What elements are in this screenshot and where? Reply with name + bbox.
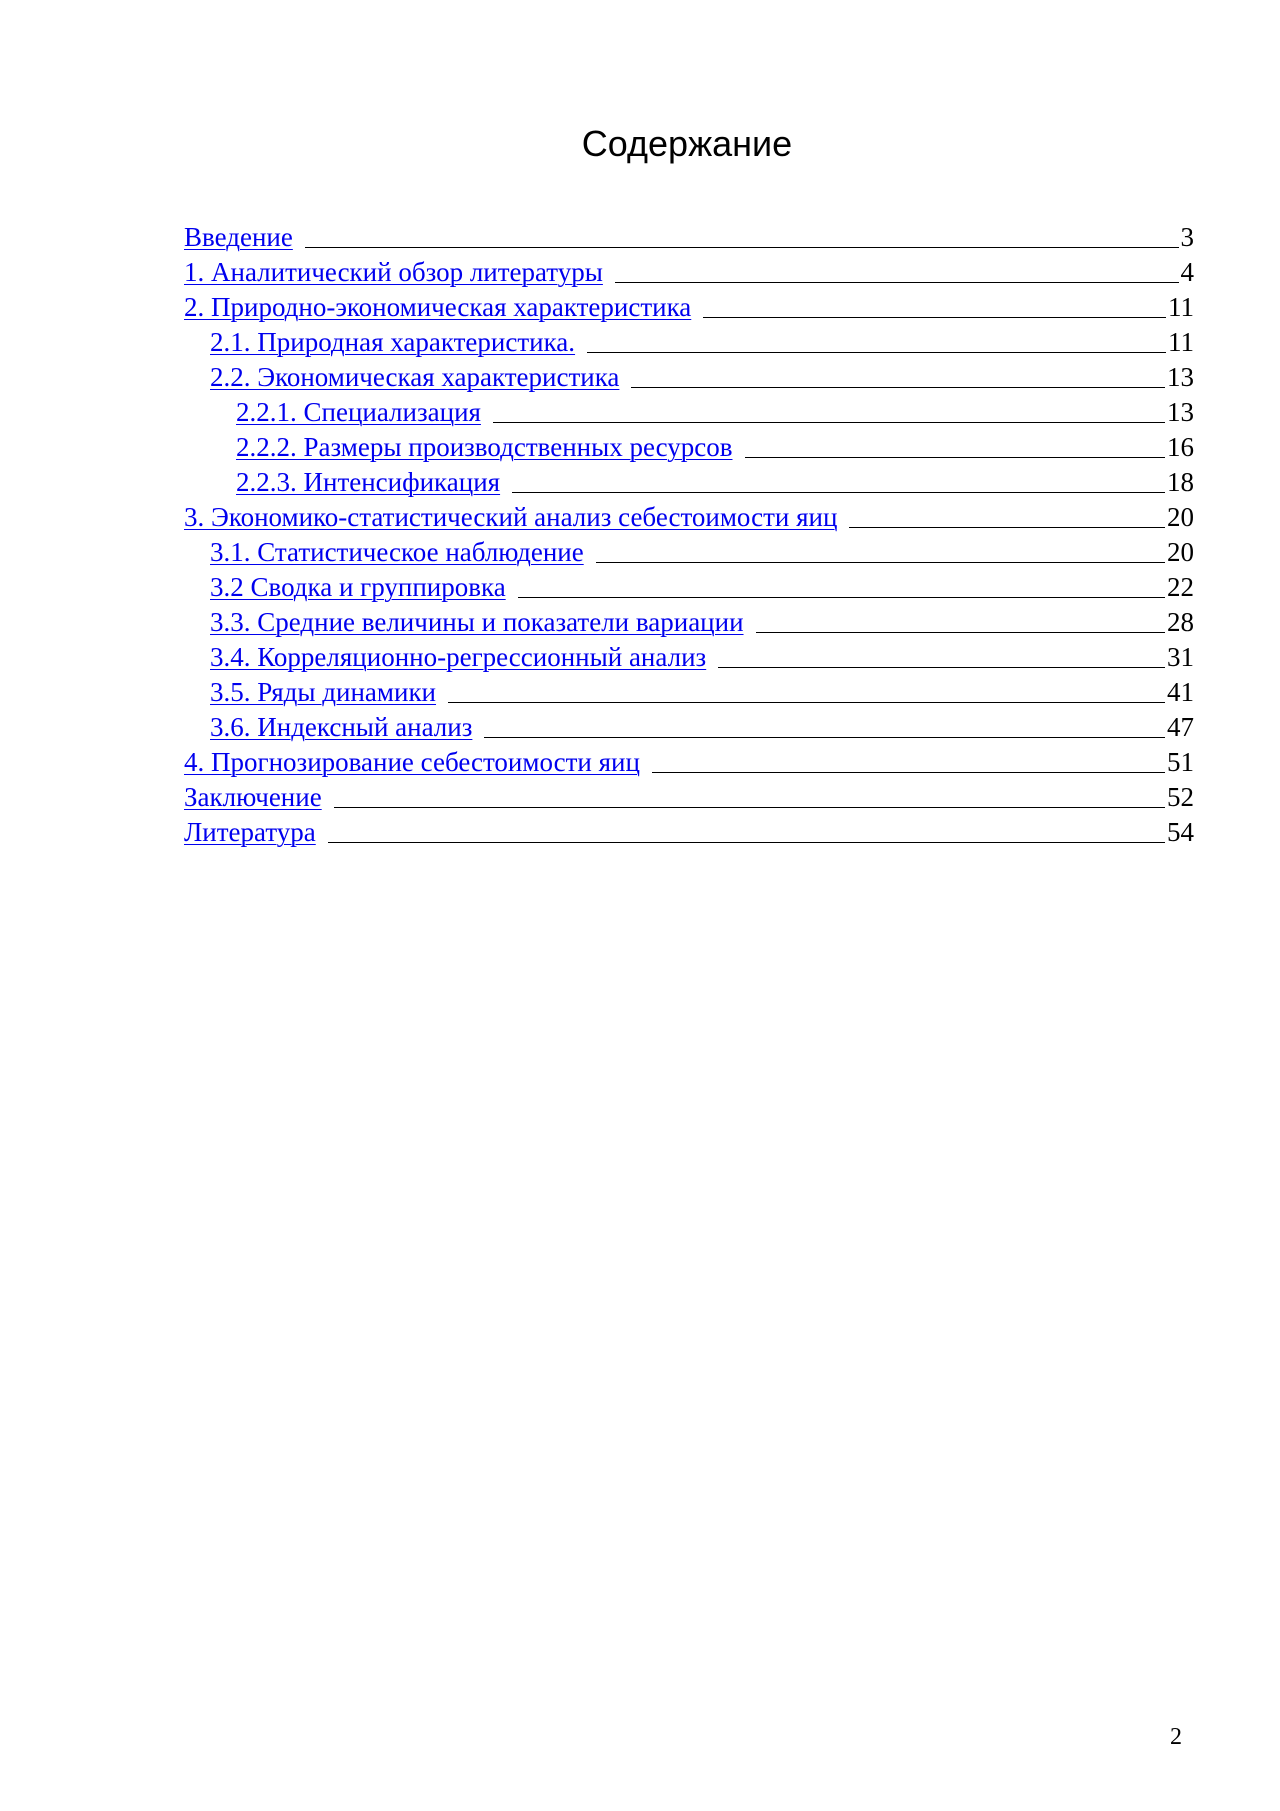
- toc-entry-page: 4: [1180, 257, 1194, 287]
- toc-entry-link[interactable]: 3.6. Индексный анализ: [210, 712, 473, 742]
- toc-entry[interactable]: [184, 535, 1194, 570]
- toc-entry[interactable]: [184, 220, 1194, 255]
- toc-entry-link[interactable]: 1. Аналитический обзор литературы: [184, 257, 603, 287]
- toc-entry-link[interactable]: 3.1. Статистическое наблюдение: [210, 537, 584, 567]
- toc-entry-page: 11: [1168, 327, 1194, 357]
- toc-entry[interactable]: [184, 255, 1194, 290]
- toc-entry-page: 52: [1167, 782, 1194, 812]
- table-of-contents: [184, 220, 1194, 850]
- toc-entry[interactable]: [184, 395, 1194, 430]
- toc-entry[interactable]: [184, 815, 1194, 850]
- toc-entry-link[interactable]: Введение: [184, 222, 293, 252]
- toc-leader-line: [448, 701, 1165, 703]
- toc-entry-page: 16: [1167, 432, 1194, 462]
- toc-entry-page: 13: [1167, 397, 1194, 427]
- toc-entry-page: 3: [1180, 222, 1194, 252]
- toc-leader-line: [703, 316, 1166, 318]
- toc-entry[interactable]: [184, 605, 1194, 640]
- toc-entry-page: 31: [1167, 642, 1194, 672]
- page-number: 2: [1170, 1724, 1182, 1750]
- toc-entry[interactable]: [184, 780, 1194, 815]
- toc-entry-link[interactable]: 2.2.1. Специализация: [236, 397, 481, 427]
- toc-entry-page: 11: [1168, 292, 1194, 322]
- toc-leader-line: [484, 736, 1165, 738]
- toc-leader-line: [849, 526, 1165, 528]
- toc-entry-page: 20: [1167, 502, 1194, 532]
- toc-entry[interactable]: [184, 570, 1194, 605]
- toc-entry-page: 54: [1167, 817, 1194, 847]
- toc-entry-page: 28: [1167, 607, 1194, 637]
- toc-leader-line: [305, 246, 1179, 248]
- toc-entry[interactable]: [184, 360, 1194, 395]
- toc-entry-page: 13: [1167, 362, 1194, 392]
- toc-leader-line: [631, 386, 1165, 388]
- toc-entry-page: 47: [1167, 712, 1194, 742]
- toc-entry[interactable]: [184, 290, 1194, 325]
- toc-entry[interactable]: [184, 710, 1194, 745]
- toc-leader-line: [334, 806, 1165, 808]
- toc-leader-line: [587, 351, 1166, 353]
- toc-entry[interactable]: [184, 640, 1194, 675]
- toc-entry[interactable]: [184, 745, 1194, 780]
- toc-entry-link[interactable]: 3.4. Корреляционно-регрессионный анализ: [210, 642, 707, 672]
- toc-entry-link[interactable]: Заключение: [184, 782, 322, 812]
- toc-leader-line: [615, 281, 1179, 283]
- toc-entry-link[interactable]: Литература: [184, 817, 316, 847]
- toc-entry-link[interactable]: 2. Природно-экономическая характеристика: [184, 292, 692, 322]
- toc-entry-page: 51: [1167, 747, 1194, 777]
- toc-leader-line: [718, 666, 1165, 668]
- toc-leader-line: [756, 631, 1165, 633]
- toc-leader-line: [518, 596, 1165, 598]
- toc-leader-line: [652, 771, 1165, 773]
- page-title: Содержание: [581, 123, 793, 164]
- toc-entry[interactable]: [184, 500, 1194, 535]
- toc-leader-line: [745, 456, 1166, 458]
- toc-leader-line: [328, 841, 1165, 843]
- toc-leader-line: [596, 561, 1165, 563]
- toc-entry-link[interactable]: 3.2 Сводка и группировка: [210, 572, 506, 602]
- toc-leader-line: [512, 491, 1165, 493]
- toc-entry-link[interactable]: 4. Прогнозирование себестоимости яиц: [184, 747, 640, 777]
- toc-leader-line: [493, 421, 1165, 423]
- toc-entry-link[interactable]: 2.2. Экономическая характеристика: [210, 362, 620, 392]
- toc-entry-link[interactable]: 3. Экономико-статистический анализ себестоимости яиц: [184, 502, 838, 532]
- toc-entry[interactable]: [184, 675, 1194, 710]
- toc-entry[interactable]: [184, 465, 1194, 500]
- toc-entry-link[interactable]: 2.2.2. Размеры производственных ресурсов: [236, 432, 733, 462]
- toc-entry-link[interactable]: 3.3. Средние величины и показатели вариации: [210, 607, 744, 637]
- toc-entry-page: 20: [1167, 537, 1194, 567]
- toc-entry-page: 41: [1167, 677, 1194, 707]
- toc-entry[interactable]: [184, 430, 1194, 465]
- toc-entry-link[interactable]: 2.1. Природная характеристика.: [210, 327, 576, 357]
- toc-entry-page: 18: [1167, 467, 1194, 497]
- toc-entry-link[interactable]: 3.5. Ряды динамики: [210, 677, 437, 707]
- toc-entry[interactable]: [184, 325, 1194, 360]
- toc-entry-page: 22: [1167, 572, 1194, 602]
- toc-entry-link[interactable]: 2.2.3. Интенсификация: [236, 467, 501, 497]
